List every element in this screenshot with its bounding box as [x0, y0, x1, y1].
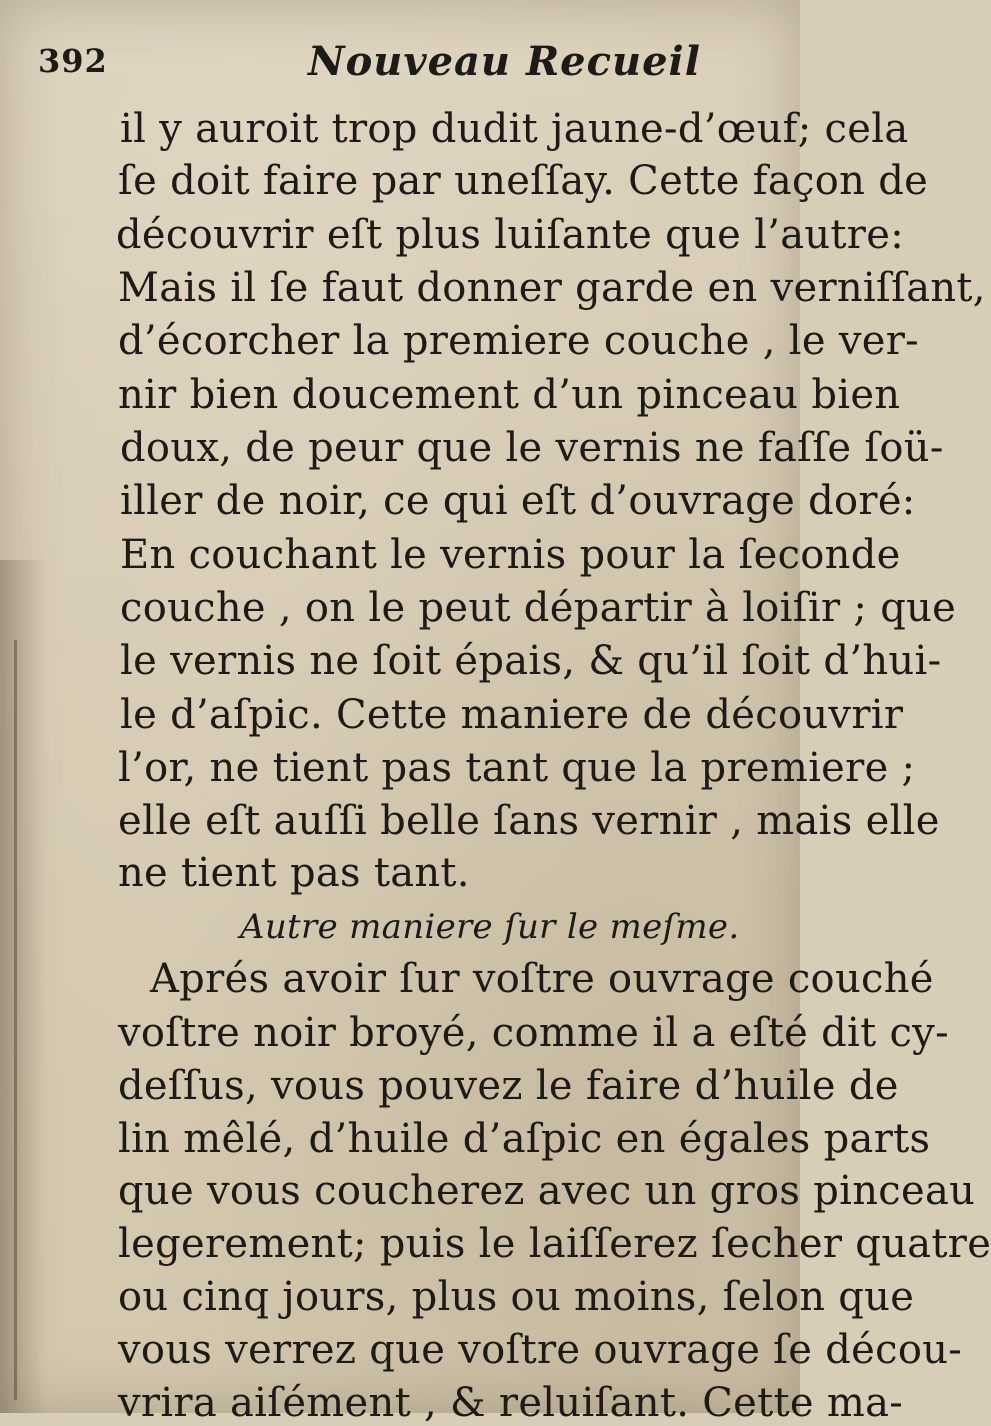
text-line: que vous coucherez avec un gros pinceau — [118, 1168, 976, 1214]
text-line: ſe doit faire par uneſſay. Cette façon de — [118, 158, 929, 204]
text-line: Aprés avoir ſur voſtre ouvrage couché — [150, 956, 934, 1002]
page-number: 392 — [38, 42, 108, 80]
section-subheading: Autre maniere ſur le meſme. — [240, 907, 740, 947]
running-title: Nouveau Recueil — [308, 38, 701, 85]
binding-crease — [14, 640, 17, 1400]
text-line: voſtre noir broyé, comme il a eſté dit cy- — [118, 1010, 949, 1056]
text-line: d’écorcher la premiere couche , le ver- — [118, 318, 919, 364]
text-line: lin mêlé, d’huile d’aſpic en égales parts — [118, 1116, 931, 1162]
text-line: vrira aiſément , & reluiſant. Cette ma- — [118, 1380, 904, 1426]
text-line: l’or, ne tient pas tant que la premiere ; — [118, 745, 916, 791]
text-line: le d’aſpic. Cette maniere de découvrir — [120, 692, 904, 738]
text-line: ne tient pas tant. — [118, 850, 470, 896]
text-line: Mais il ſe faut donner garde en verniſſant, — [118, 265, 986, 311]
text-line: vous verrez que voſtre ouvrage ſe décou- — [118, 1327, 963, 1373]
text-line: il y auroit trop dudit jaune-d’œuf; cela — [120, 106, 909, 152]
page-header — [38, 38, 758, 98]
text-line: nir bien doucement d’un pinceau bien — [118, 372, 901, 418]
text-line: En couchant le vernis pour la ſeconde — [120, 532, 901, 578]
text-line: le vernis ne ſoit épais, & qu’il ſoit d’hui- — [120, 638, 942, 684]
text-line: deſſus, vous pouvez le faire d’huile de — [118, 1063, 899, 1109]
binding-shadow — [0, 560, 46, 1413]
text-line: iller de noir, ce qui eſt d’ouvrage doré: — [120, 478, 916, 524]
text-line: couche , on le peut départir à loiſir ; que — [120, 585, 957, 631]
text-line: legerement; puis le laiſſerez ſecher quatre — [118, 1221, 991, 1267]
text-line: doux, de peur que le vernis ne faſſe ſoü- — [120, 425, 944, 471]
text-line: elle eſt auſſi belle ſans vernir , mais elle — [118, 798, 940, 844]
text-line: ou cinq jours, plus ou moins, ſelon que — [118, 1274, 915, 1320]
text-line: découvrir eſt plus luiſante que l’autre: — [116, 212, 904, 258]
